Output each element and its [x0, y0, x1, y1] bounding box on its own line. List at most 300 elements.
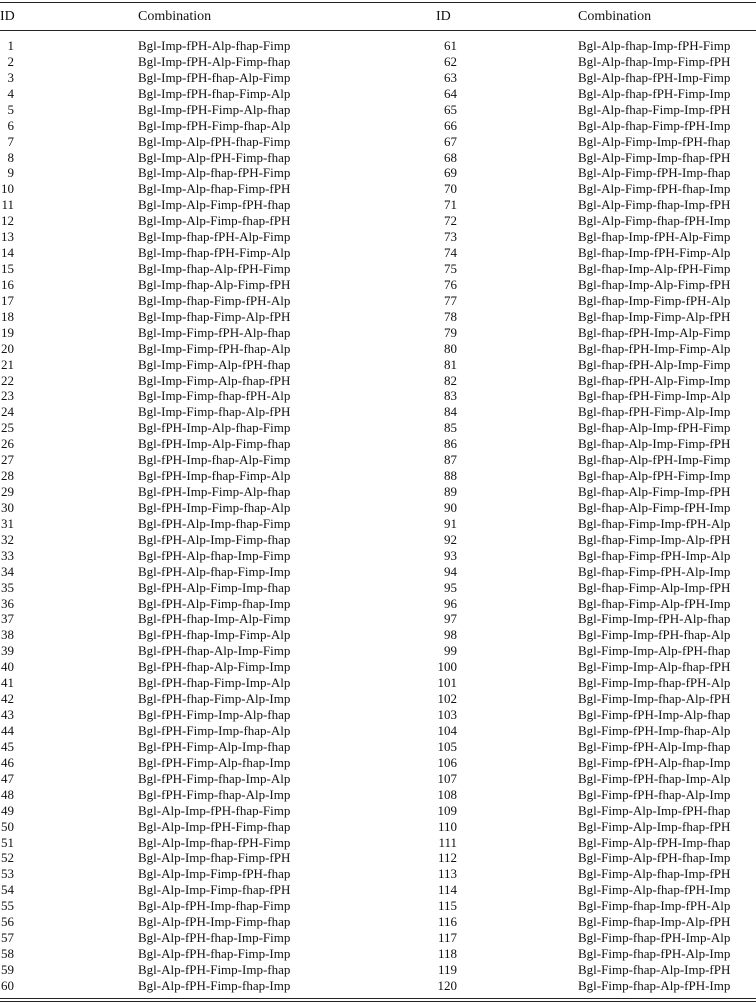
- cell-id-right: 115: [437, 898, 457, 914]
- cell-id-right: 98: [444, 627, 457, 643]
- cell-id-left: 1: [7, 38, 14, 53]
- cell-id-right: 78: [444, 308, 457, 324]
- cell-id-right: 81: [444, 356, 457, 372]
- cell-id-left: 37: [1, 611, 14, 627]
- cell-id-left: 2: [7, 53, 14, 69]
- cell-id-left: 18: [1, 308, 14, 324]
- cell-id-right: 85: [444, 420, 457, 436]
- cell-combination-right: Bgl-fhap-Fimp-Alp-fPH-Imp: [578, 595, 731, 611]
- table-row: [0, 261, 756, 277]
- cell-id-right: 103: [437, 707, 457, 723]
- cell-id-left: 52: [1, 850, 14, 866]
- cell-combination-right: Bgl-Fimp-Imp-fhap-Alp-fPH: [578, 691, 731, 707]
- cell-combination-right: Bgl-fhap-Fimp-Imp-Alp-fPH: [578, 531, 731, 547]
- bottom-rule-2: [0, 1001, 756, 1002]
- cell-combination-right: Bgl-Fimp-Alp-Imp-fPH-fhap: [578, 802, 731, 818]
- cell-combination-left: Bgl-fPH-fhap-Imp-Alp-Fimp: [138, 611, 291, 627]
- cell-combination-left: Bgl-fPH-Fimp-fhap-Imp-Alp: [138, 770, 291, 786]
- cell-combination-left: Bgl-Imp-Alp-fhap-fPH-Fimp: [138, 165, 291, 181]
- table-row: [0, 819, 756, 835]
- cell-combination-right: Bgl-Fimp-fPH-Imp-fhap-Alp: [578, 722, 731, 738]
- cell-combination-right: Bgl-fhap-Alp-fPH-Imp-Fimp: [578, 452, 731, 468]
- cell-id-right: 120: [437, 977, 457, 993]
- cell-combination-left: Bgl-fPH-fhap-Fimp-Alp-Imp: [138, 691, 291, 707]
- cell-id-left: 46: [1, 754, 14, 770]
- table-row: [0, 404, 756, 420]
- cell-id-left: 22: [1, 372, 14, 388]
- cell-combination-left: Bgl-Alp-Imp-fhap-fPH-Fimp: [138, 834, 291, 850]
- cell-combination-right: Bgl-Alp-Fimp-fPH-Imp-fhap: [578, 165, 731, 181]
- cell-id-left: 34: [1, 563, 14, 579]
- cell-combination-right: Bgl-Alp-fhap-fPH-Imp-Fimp: [578, 69, 731, 85]
- cell-combination-right: Bgl-Fimp-fPH-fhap-Alp-Imp: [578, 786, 731, 802]
- cell-combination-right: Bgl-fhap-Alp-Fimp-fPH-Imp: [578, 499, 731, 515]
- cell-id-right: 94: [444, 563, 457, 579]
- cell-id-right: 99: [444, 643, 457, 659]
- cell-combination-right: Bgl-fhap-Fimp-Imp-fPH-Alp: [578, 515, 731, 531]
- table-row: [0, 38, 756, 54]
- table-row: [0, 452, 756, 468]
- cell-combination-left: Bgl-Imp-fhap-fPH-Alp-Fimp: [138, 229, 291, 245]
- cell-id-left: 11: [1, 197, 14, 213]
- table-row: [0, 277, 756, 293]
- cell-combination-right: Bgl-Fimp-fPH-Alp-Imp-fhap: [578, 738, 731, 754]
- table-row: [0, 835, 756, 851]
- cell-id-right: 93: [444, 547, 457, 563]
- cell-combination-left: Bgl-Alp-Imp-Fimp-fhap-fPH: [138, 882, 291, 898]
- table-row: [0, 548, 756, 564]
- cell-id-left: 30: [1, 499, 14, 515]
- cell-id-right: 102: [437, 691, 457, 707]
- cell-combination-left: Bgl-fPH-Alp-fhap-Imp-Fimp: [138, 547, 291, 563]
- cell-id-right: 112: [437, 850, 457, 866]
- cell-id-left: 13: [1, 229, 14, 245]
- cell-combination-right: Bgl-Fimp-Imp-fhap-fPH-Alp: [578, 675, 731, 691]
- cell-id-left: 17: [1, 292, 14, 308]
- cell-id-right: 97: [444, 611, 457, 627]
- table-row: [0, 500, 756, 516]
- cell-combination-right: Bgl-fhap-Imp-Alp-fPH-Fimp: [578, 261, 731, 277]
- cell-id-right: 114: [437, 882, 457, 898]
- cell-combination-right: Bgl-Alp-fhap-Imp-fPH-Fimp: [578, 38, 731, 53]
- cell-id-right: 65: [444, 101, 457, 117]
- cell-combination-right: Bgl-Fimp-Alp-fhap-fPH-Imp: [578, 882, 731, 898]
- cell-id-right: 111: [438, 834, 457, 850]
- cell-id-right: 109: [437, 802, 457, 818]
- cell-id-left: 29: [1, 484, 14, 500]
- cell-id-left: 35: [1, 579, 14, 595]
- table-row: [0, 596, 756, 612]
- cell-id-right: 92: [444, 531, 457, 547]
- cell-combination-right: Bgl-Alp-fhap-Imp-Fimp-fPH: [578, 53, 731, 69]
- cell-combination-left: Bgl-fPH-Imp-fhap-Alp-Fimp: [138, 452, 291, 468]
- header-id-left: ID: [0, 9, 15, 24]
- cell-id-left: 40: [1, 659, 14, 675]
- table-row: [0, 659, 756, 675]
- cell-combination-left: Bgl-fPH-Alp-Imp-fhap-Fimp: [138, 515, 291, 531]
- cell-id-right: 89: [444, 484, 457, 500]
- cell-combination-right: Bgl-Fimp-fhap-Imp-Alp-fPH: [578, 914, 731, 930]
- cell-id-left: 20: [1, 340, 14, 356]
- cell-id-right: 67: [444, 133, 457, 149]
- table-row: [0, 436, 756, 452]
- cell-id-left: 55: [1, 898, 14, 914]
- cell-combination-left: Bgl-Imp-Alp-Fimp-fPH-fhap: [138, 197, 291, 213]
- cell-id-right: 62: [444, 53, 457, 69]
- cell-combination-left: Bgl-fPH-fhap-Alp-Imp-Fimp: [138, 643, 291, 659]
- cell-combination-right: Bgl-fhap-Alp-Fimp-Imp-fPH: [578, 484, 731, 500]
- cell-combination-left: Bgl-fPH-Imp-fhap-Fimp-Alp: [138, 468, 291, 484]
- cell-id-right: 75: [444, 261, 457, 277]
- cell-combination-right: Bgl-fhap-fPH-Imp-Alp-Fimp: [578, 324, 731, 340]
- cell-combination-left: Bgl-Alp-fPH-Fimp-fhap-Imp: [138, 977, 291, 993]
- cell-id-left: 53: [1, 866, 14, 882]
- header-combination-left: Combination: [138, 9, 212, 24]
- header-rule: [0, 30, 756, 31]
- cell-id-right: 90: [444, 499, 457, 515]
- cell-id-left: 28: [1, 468, 14, 484]
- cell-id-right: 74: [444, 245, 457, 261]
- cell-id-left: 58: [1, 946, 14, 961]
- table-row: [0, 898, 756, 914]
- cell-id-right: 113: [437, 866, 457, 882]
- cell-combination-right: Bgl-Fimp-Imp-fPH-fhap-Alp: [578, 627, 731, 643]
- table-row: [0, 468, 756, 484]
- cell-combination-left: Bgl-Alp-Imp-Fimp-fPH-fhap: [138, 866, 291, 882]
- table-row: [0, 707, 756, 723]
- cell-id-left: 16: [1, 276, 14, 292]
- header-combination-right: Combination: [578, 9, 652, 24]
- cell-id-left: 4: [7, 85, 14, 101]
- table-row: [0, 134, 756, 150]
- cell-combination-left: Bgl-fPH-Fimp-Imp-Alp-fhap: [138, 707, 291, 723]
- cell-id-left: 33: [1, 547, 14, 563]
- table-row: [0, 866, 756, 882]
- cell-combination-right: Bgl-Fimp-fPH-Imp-Alp-fhap: [578, 707, 731, 723]
- table-row: [0, 611, 756, 627]
- cell-id-left: 12: [1, 213, 14, 229]
- cell-combination-right: Bgl-Fimp-Alp-fPH-fhap-Imp: [578, 850, 731, 866]
- table-row: [0, 723, 756, 739]
- cell-id-right: 104: [437, 722, 457, 738]
- cell-combination-right: Bgl-Alp-fhap-Fimp-fPH-Imp: [578, 117, 731, 133]
- cell-id-right: 71: [444, 197, 457, 213]
- cell-combination-left: Bgl-Imp-Alp-fhap-Fimp-fPH: [138, 181, 291, 197]
- cell-id-left: 57: [1, 930, 14, 946]
- table-row: [0, 150, 756, 166]
- cell-combination-left: Bgl-Imp-fhap-Alp-fPH-Fimp: [138, 261, 291, 277]
- cell-combination-right: Bgl-fhap-Imp-fPH-Fimp-Alp: [578, 245, 731, 261]
- cell-combination-left: Bgl-fPH-Alp-fhap-Fimp-Imp: [138, 563, 291, 579]
- cell-combination-left: Bgl-Imp-fhap-Fimp-Alp-fPH: [138, 308, 291, 324]
- cell-combination-left: Bgl-Imp-fhap-fPH-Fimp-Alp: [138, 245, 291, 261]
- cell-combination-left: Bgl-fPH-Alp-Imp-Fimp-fhap: [138, 531, 291, 547]
- cell-combination-left: Bgl-Imp-fPH-Alp-fhap-Fimp: [138, 38, 291, 53]
- cell-combination-left: Bgl-Imp-Fimp-fhap-Alp-fPH: [138, 404, 291, 420]
- table-row: [0, 675, 756, 691]
- table-row: [0, 229, 756, 245]
- table-row: [0, 532, 756, 548]
- table-row: [0, 86, 756, 102]
- cell-id-right: 79: [444, 324, 457, 340]
- cell-id-right: 69: [444, 165, 457, 181]
- table-row: [0, 357, 756, 373]
- cell-combination-right: Bgl-Fimp-Imp-Alp-fhap-fPH: [578, 659, 731, 675]
- table-row: [0, 564, 756, 580]
- cell-id-left: 42: [1, 691, 14, 707]
- table-row: [0, 962, 756, 978]
- cell-combination-right: Bgl-Fimp-fhap-Imp-fPH-Alp: [578, 898, 731, 914]
- cell-combination-right: Bgl-fhap-Fimp-fPH-Imp-Alp: [578, 547, 731, 563]
- table-row: [0, 54, 756, 70]
- cell-combination-right: Bgl-Fimp-fhap-fPH-Alp-Imp: [578, 946, 731, 961]
- cell-id-right: 117: [437, 930, 457, 946]
- cell-id-left: 43: [1, 707, 14, 723]
- cell-id-left: 14: [1, 245, 14, 261]
- cell-id-left: 51: [1, 834, 14, 850]
- table-row: [0, 882, 756, 898]
- cell-id-right: 64: [444, 85, 457, 101]
- cell-id-right: 73: [444, 229, 457, 245]
- cell-id-left: 25: [1, 420, 14, 436]
- cell-combination-right: Bgl-fhap-Imp-Alp-Fimp-fPH: [578, 276, 731, 292]
- cell-id-left: 39: [1, 643, 14, 659]
- cell-id-left: 59: [1, 961, 14, 977]
- cell-id-left: 54: [1, 882, 14, 898]
- cell-combination-left: Bgl-Imp-Alp-fPH-Fimp-fhap: [138, 149, 291, 165]
- table-row: [0, 325, 756, 341]
- cell-id-right: 68: [444, 149, 457, 165]
- cell-id-left: 9: [7, 165, 14, 181]
- cell-id-left: 45: [1, 738, 14, 754]
- cell-id-left: 23: [1, 388, 14, 404]
- cell-id-right: 108: [437, 786, 457, 802]
- table-row: [0, 341, 756, 357]
- cell-combination-right: Bgl-fhap-Imp-Fimp-fPH-Alp: [578, 292, 731, 308]
- cell-combination-left: Bgl-Imp-fPH-fhap-Alp-Fimp: [138, 69, 291, 85]
- cell-combination-left: Bgl-Imp-fhap-Fimp-fPH-Alp: [138, 292, 291, 308]
- cell-id-left: 31: [1, 515, 14, 531]
- table-row: [0, 484, 756, 500]
- cell-id-right: 61: [444, 38, 457, 53]
- cell-id-right: 105: [437, 738, 457, 754]
- cell-combination-right: Bgl-Alp-Fimp-Imp-fhap-fPH: [578, 149, 731, 165]
- cell-combination-right: Bgl-Fimp-Alp-Imp-fhap-fPH: [578, 818, 731, 834]
- table-row: [0, 165, 756, 181]
- cell-combination-left: Bgl-Alp-Imp-fPH-Fimp-fhap: [138, 818, 291, 834]
- cell-combination-left: Bgl-fPH-Imp-Alp-Fimp-fhap: [138, 436, 291, 452]
- cell-combination-left: Bgl-Imp-Fimp-fhap-fPH-Alp: [138, 388, 291, 404]
- table-row: [0, 516, 756, 532]
- table-row: [0, 388, 756, 404]
- cell-id-left: 49: [1, 802, 14, 818]
- cell-combination-left: Bgl-Imp-Fimp-Alp-fhap-fPH: [138, 372, 291, 388]
- cell-combination-right: Bgl-Fimp-fhap-Alp-Imp-fPH: [578, 961, 731, 977]
- cell-id-left: 8: [7, 149, 14, 165]
- cell-combination-left: Bgl-Alp-fPH-fhap-Imp-Fimp: [138, 930, 291, 946]
- table-row: [0, 850, 756, 866]
- table-row: [0, 118, 756, 134]
- cell-id-left: 56: [1, 914, 14, 930]
- cell-combination-right: Bgl-Alp-Fimp-fPH-fhap-Imp: [578, 181, 731, 197]
- cell-combination-left: Bgl-fPH-Fimp-Imp-fhap-Alp: [138, 722, 291, 738]
- cell-id-left: 48: [1, 786, 14, 802]
- cell-combination-left: Bgl-Imp-fPH-fhap-Fimp-Alp: [138, 85, 291, 101]
- table-row: [0, 691, 756, 707]
- cell-combination-left: Bgl-fPH-Imp-Fimp-Alp-fhap: [138, 484, 291, 500]
- cell-id-right: 63: [444, 69, 457, 85]
- table-row: [0, 70, 756, 86]
- cell-id-left: 6: [7, 117, 14, 133]
- table-row: [0, 643, 756, 659]
- cell-id-right: 119: [437, 961, 457, 977]
- cell-combination-right: Bgl-Fimp-fhap-Alp-fPH-Imp: [578, 977, 731, 993]
- cell-combination-left: Bgl-fPH-fhap-Alp-Fimp-Imp: [138, 659, 291, 675]
- cell-id-left: 44: [1, 722, 14, 738]
- cell-combination-left: Bgl-Imp-fPH-Fimp-fhap-Alp: [138, 117, 291, 133]
- cell-combination-left: Bgl-Alp-fPH-Fimp-Imp-fhap: [138, 961, 291, 977]
- table-row: [0, 914, 756, 930]
- cell-id-right: 87: [444, 452, 457, 468]
- cell-id-left: 50: [1, 818, 14, 834]
- cell-combination-left: Bgl-fPH-fhap-Fimp-Imp-Alp: [138, 675, 291, 691]
- cell-id-right: 66: [444, 117, 457, 133]
- cell-combination-right: Bgl-Fimp-fhap-fPH-Imp-Alp: [578, 930, 731, 946]
- cell-combination-right: Bgl-fhap-fPH-Fimp-Alp-Imp: [578, 404, 731, 420]
- cell-id-left: 5: [7, 101, 14, 117]
- cell-combination-left: Bgl-fPH-Fimp-Alp-Imp-fhap: [138, 738, 291, 754]
- cell-id-right: 72: [444, 213, 457, 229]
- cell-combination-left: Bgl-Alp-fPH-fhap-Fimp-Imp: [138, 946, 291, 961]
- cell-id-right: 100: [437, 659, 457, 675]
- cell-id-right: 95: [444, 579, 457, 595]
- cell-combination-left: Bgl-Imp-fhap-Alp-Fimp-fPH: [138, 276, 291, 292]
- cell-combination-left: Bgl-Imp-fPH-Alp-Fimp-fhap: [138, 53, 291, 69]
- cell-id-right: 116: [437, 914, 457, 930]
- cell-combination-right: Bgl-Fimp-fPH-fhap-Imp-Alp: [578, 770, 731, 786]
- cell-combination-left: Bgl-fPH-Imp-Fimp-fhap-Alp: [138, 499, 291, 515]
- cell-combination-right: Bgl-fhap-fPH-Fimp-Imp-Alp: [578, 388, 731, 404]
- cell-combination-right: Bgl-fhap-fPH-Alp-Fimp-Imp: [578, 372, 731, 388]
- cell-combination-left: Bgl-Imp-Alp-Fimp-fhap-fPH: [138, 213, 291, 229]
- table-row: [0, 293, 756, 309]
- table-row: [0, 787, 756, 803]
- cell-id-left: 60: [1, 977, 14, 993]
- table-row: [0, 739, 756, 755]
- cell-id-right: 106: [437, 754, 457, 770]
- table-row: [0, 213, 756, 229]
- cell-combination-right: Bgl-fhap-Alp-Imp-fPH-Fimp: [578, 420, 731, 436]
- cell-id-left: 7: [7, 133, 14, 149]
- cell-id-right: 101: [437, 675, 457, 691]
- cell-id-right: 76: [444, 276, 457, 292]
- table-row: [0, 373, 756, 389]
- cell-combination-left: Bgl-fPH-fhap-Imp-Fimp-Alp: [138, 627, 291, 643]
- cell-id-left: 10: [1, 181, 14, 197]
- cell-id-left: 47: [1, 770, 14, 786]
- table-row: [0, 627, 756, 643]
- cell-combination-left: Bgl-Alp-fPH-Imp-fhap-Fimp: [138, 898, 291, 914]
- cell-combination-left: Bgl-fPH-Imp-Alp-fhap-Fimp: [138, 420, 291, 436]
- cell-combination-left: Bgl-Imp-Fimp-fPH-fhap-Alp: [138, 340, 291, 356]
- cell-combination-left: Bgl-fPH-Alp-Fimp-Imp-fhap: [138, 579, 291, 595]
- cell-id-right: 77: [444, 292, 457, 308]
- cell-id-left: 19: [1, 324, 14, 340]
- table-row: [0, 771, 756, 787]
- cell-id-left: 21: [1, 356, 14, 372]
- cell-id-left: 41: [1, 675, 14, 691]
- cell-combination-right: Bgl-fhap-fPH-Imp-Fimp-Alp: [578, 340, 731, 356]
- cell-combination-right: Bgl-Fimp-Alp-fPH-Imp-fhap: [578, 834, 731, 850]
- table-row: [0, 181, 756, 197]
- cell-combination-right: Bgl-fhap-fPH-Alp-Imp-Fimp: [578, 356, 731, 372]
- cell-combination-right: Bgl-Alp-fhap-Fimp-Imp-fPH: [578, 101, 731, 117]
- table-row: [0, 197, 756, 213]
- cell-combination-left: Bgl-Imp-Fimp-Alp-fPH-fhap: [138, 356, 291, 372]
- cell-id-left: 3: [7, 69, 14, 85]
- cell-combination-right: Bgl-Fimp-Alp-fhap-Imp-fPH: [578, 866, 731, 882]
- cell-combination-right: Bgl-fhap-Fimp-fPH-Alp-Imp: [578, 563, 731, 579]
- cell-combination-right: Bgl-Alp-fhap-fPH-Fimp-Imp: [578, 85, 731, 101]
- cell-id-left: 26: [1, 436, 14, 452]
- cell-combination-right: Bgl-fhap-Alp-Imp-Fimp-fPH: [578, 436, 731, 452]
- table-row: [0, 420, 756, 436]
- cell-id-right: 96: [444, 595, 457, 611]
- cell-id-right: 107: [437, 770, 457, 786]
- cell-combination-left: Bgl-Imp-fPH-Fimp-Alp-fhap: [138, 101, 291, 117]
- cell-combination-left: Bgl-Imp-Alp-fPH-fhap-Fimp: [138, 133, 291, 149]
- cell-combination-right: Bgl-fhap-Fimp-Alp-Imp-fPH: [578, 579, 731, 595]
- cell-combination-right: Bgl-Alp-Fimp-Imp-fPH-fhap: [578, 133, 731, 149]
- cell-combination-left: Bgl-Imp-Fimp-fPH-Alp-fhap: [138, 324, 291, 340]
- cell-combination-right: Bgl-Fimp-Imp-Alp-fPH-fhap: [578, 643, 731, 659]
- cell-combination-right: Bgl-Fimp-fPH-Alp-fhap-Imp: [578, 754, 731, 770]
- table-row: [0, 930, 756, 946]
- table-row: [0, 245, 756, 261]
- cell-id-right: 84: [444, 404, 457, 420]
- cell-id-right: 82: [444, 372, 457, 388]
- cell-combination-right: Bgl-fhap-Imp-Fimp-Alp-fPH: [578, 308, 731, 324]
- cell-id-left: 24: [1, 404, 14, 420]
- cell-id-left: 27: [1, 452, 14, 468]
- cell-combination-left: Bgl-fPH-Fimp-fhap-Alp-Imp: [138, 786, 291, 802]
- table-row: [0, 580, 756, 596]
- cell-id-right: 88: [444, 468, 457, 484]
- table-row: [0, 309, 756, 325]
- header-id-right: ID: [436, 9, 451, 24]
- table-row: [0, 946, 756, 962]
- cell-id-right: 110: [437, 818, 457, 834]
- cell-combination-right: Bgl-Alp-Fimp-fhap-fPH-Imp: [578, 213, 731, 229]
- cell-combination-right: Bgl-Fimp-Imp-fPH-Alp-fhap: [578, 611, 731, 627]
- cell-id-left: 32: [1, 531, 14, 547]
- cell-id-right: 91: [444, 515, 457, 531]
- cell-id-right: 83: [444, 388, 457, 404]
- cell-combination-right: Bgl-fhap-Alp-fPH-Fimp-Imp: [578, 468, 731, 484]
- cell-id-left: 38: [1, 627, 14, 643]
- cell-combination-left: Bgl-Alp-fPH-Imp-Fimp-fhap: [138, 914, 291, 930]
- cell-id-right: 118: [437, 946, 457, 961]
- table-row: [0, 978, 756, 994]
- cell-id-right: 80: [444, 340, 457, 356]
- table-row: [0, 755, 756, 771]
- cell-combination-left: Bgl-Alp-Imp-fhap-Fimp-fPH: [138, 850, 291, 866]
- table-row: [0, 803, 756, 819]
- table-row: [0, 102, 756, 118]
- bottom-rule-1: [0, 998, 756, 999]
- cell-combination-right: Bgl-Alp-Fimp-fhap-Imp-fPH: [578, 197, 731, 213]
- cell-combination-right: Bgl-fhap-Imp-fPH-Alp-Fimp: [578, 229, 731, 245]
